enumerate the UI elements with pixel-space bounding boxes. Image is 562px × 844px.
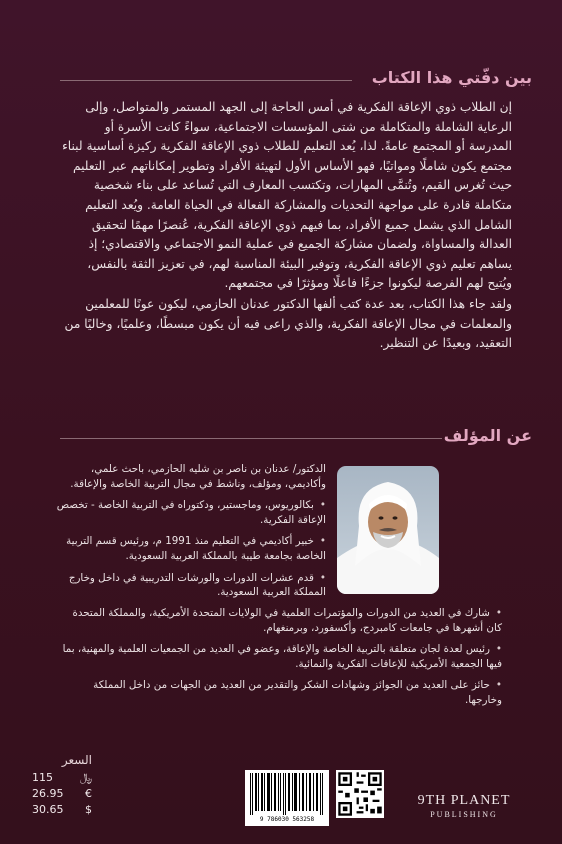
isbn-barcode — [245, 770, 329, 826]
barcode-icon — [249, 773, 325, 815]
author-photo — [337, 466, 439, 594]
price-value: 115 — [32, 771, 53, 784]
author-intro-suffix: ، باحث علمي، وأكاديمي، ومؤلف، وناشط في مجال التربية الخاصة والإعاقة. — [70, 463, 326, 490]
dollar-currency-icon: $ — [85, 803, 92, 816]
author-intro — [56, 462, 326, 491]
author-portrait-icon — [337, 466, 439, 594]
qr-code — [336, 770, 384, 818]
author-section-title: عن المؤلف — [443, 426, 532, 445]
isbn-number: 9 786030 563258 — [259, 816, 315, 823]
price-label: السعر — [61, 753, 92, 767]
publisher-logo — [409, 793, 519, 819]
description-paragraph-1: إن الطلاب ذوي الإعاقة الفكرية في أمس الحاجة إلى الجهد المستمر والمتواصل، وإلى الرعاية الشاملة والمتكاملة من شتى المؤسسات الاجتماعية، سواءً كانت الأسرة أو المدرسة أو المجتمع عامةً. لذا، يُعد التعليم للطلاب ذوي الإعاقة الفكرية ركيزة أساسية لبناء مجتمع يكون شاملًا ومواتيًا، فهو الأساس الأول لتهيئة الأفراد وتطوير إمكاناتهم عبر التعليم حيث تُغرس القيم، وتُنمَّى المهارات، وتكتسب المعارف التي تُساعد على بناء شخصية متكاملة قادرة على مواجهة التحديات والمشاركة الفعالة في الحياة العامة. ويُعد التعليم الشامل الذي يشمل جميع الأفراد، بما فيهم ذوي الإعاقة الفكرية، عُنصرًا مهمًا لتحقيق العدالة والمساواة، ولضمان مشاركة الجميع في عملية النمو الاجتماعي والاقتصادي؛ إذ يساهم تعليم ذوي الإعاقة الفكرية، وتوفير البيئة المناسبة لهم، في تعزيز الثقة بالنفس، ويُتيح لهم الفرصة ليكونوا جزءًا فاعلًا ومؤثرًا في مجتمعهم. — [62, 100, 512, 291]
list-item: • شارك في العديد من الدورات والمؤتمرات العلمية في الولايات المتحدة الأمريكية، والمملكة المتحدة كان أشهرها في جامعات كامبردج، وأكسفورد، وبرمنغهام. — [56, 606, 502, 635]
publisher-name: 9TH PLANET — [417, 793, 511, 808]
book-description — [60, 98, 512, 355]
price-row — [32, 770, 92, 786]
author-bio-bottom — [56, 606, 502, 715]
publisher-subtitle: PUBLISHING — [430, 810, 498, 819]
price-row — [32, 786, 92, 802]
list-item: • خبير أكاديمي في التعليم منذ 1991 م، ورئيس قسم التربية الخاصة بجامعة طيبة بالمملكة العربية السعودية. — [56, 534, 326, 563]
list-item: • بكالوريوس، وماجستير، ودكتوراه في التربية الخاصة - تخصص الإعاقة الفكرية. — [56, 498, 326, 527]
author-bio-top — [56, 462, 326, 607]
author-section-header — [60, 428, 532, 448]
list-item: • رئيس لعدة لجان متعلقة بالتربية الخاصة والإعاقة، وعضو في العديد من الجمعيات العلمية والمهنية، بما فيها الجمعية الأمريكية للإعاقات الفكرية والنمائية. — [56, 642, 502, 671]
header-divider — [60, 80, 352, 81]
author-intro-prefix: الدكتور/ — [292, 463, 326, 475]
price-block — [32, 752, 92, 818]
price-value: 30.65 — [32, 803, 64, 816]
book-section-title: بين دفّتي هذا الكتاب — [371, 68, 532, 87]
price-row — [32, 802, 92, 818]
list-item: • حائز على العديد من الجوائز وشهادات الشكر والتقدير من العديد من الجهات من داخل المملكة وخارجها. — [56, 678, 502, 707]
euro-currency-icon: € — [85, 787, 92, 800]
list-item: • قدم عشرات الدورات والورشات التدريبية في داخل وخارج المملكة العربية السعودية. — [56, 571, 326, 600]
riyal-currency-icon: ﷼ — [79, 771, 92, 784]
author-name: عدنان بن ناصر بن شليه الحازمي — [150, 463, 290, 475]
book-section-header — [60, 70, 532, 90]
qr-code-icon — [336, 770, 384, 818]
header-divider — [60, 438, 442, 439]
description-paragraph-2: ولقد جاء هذا الكتاب، بعد عدة كتب ألفها الدكتور عدنان الحازمي، ليكون عونًا للمعلمين والمعلمات في مجال الإعاقة الفكرية، والذي راعى فيه أن يكون مبسطًا، وعلميًا، وخاليًا من التعقيد، وبعيدًا عن التنظير. — [64, 296, 512, 351]
price-value: 26.95 — [32, 787, 64, 800]
